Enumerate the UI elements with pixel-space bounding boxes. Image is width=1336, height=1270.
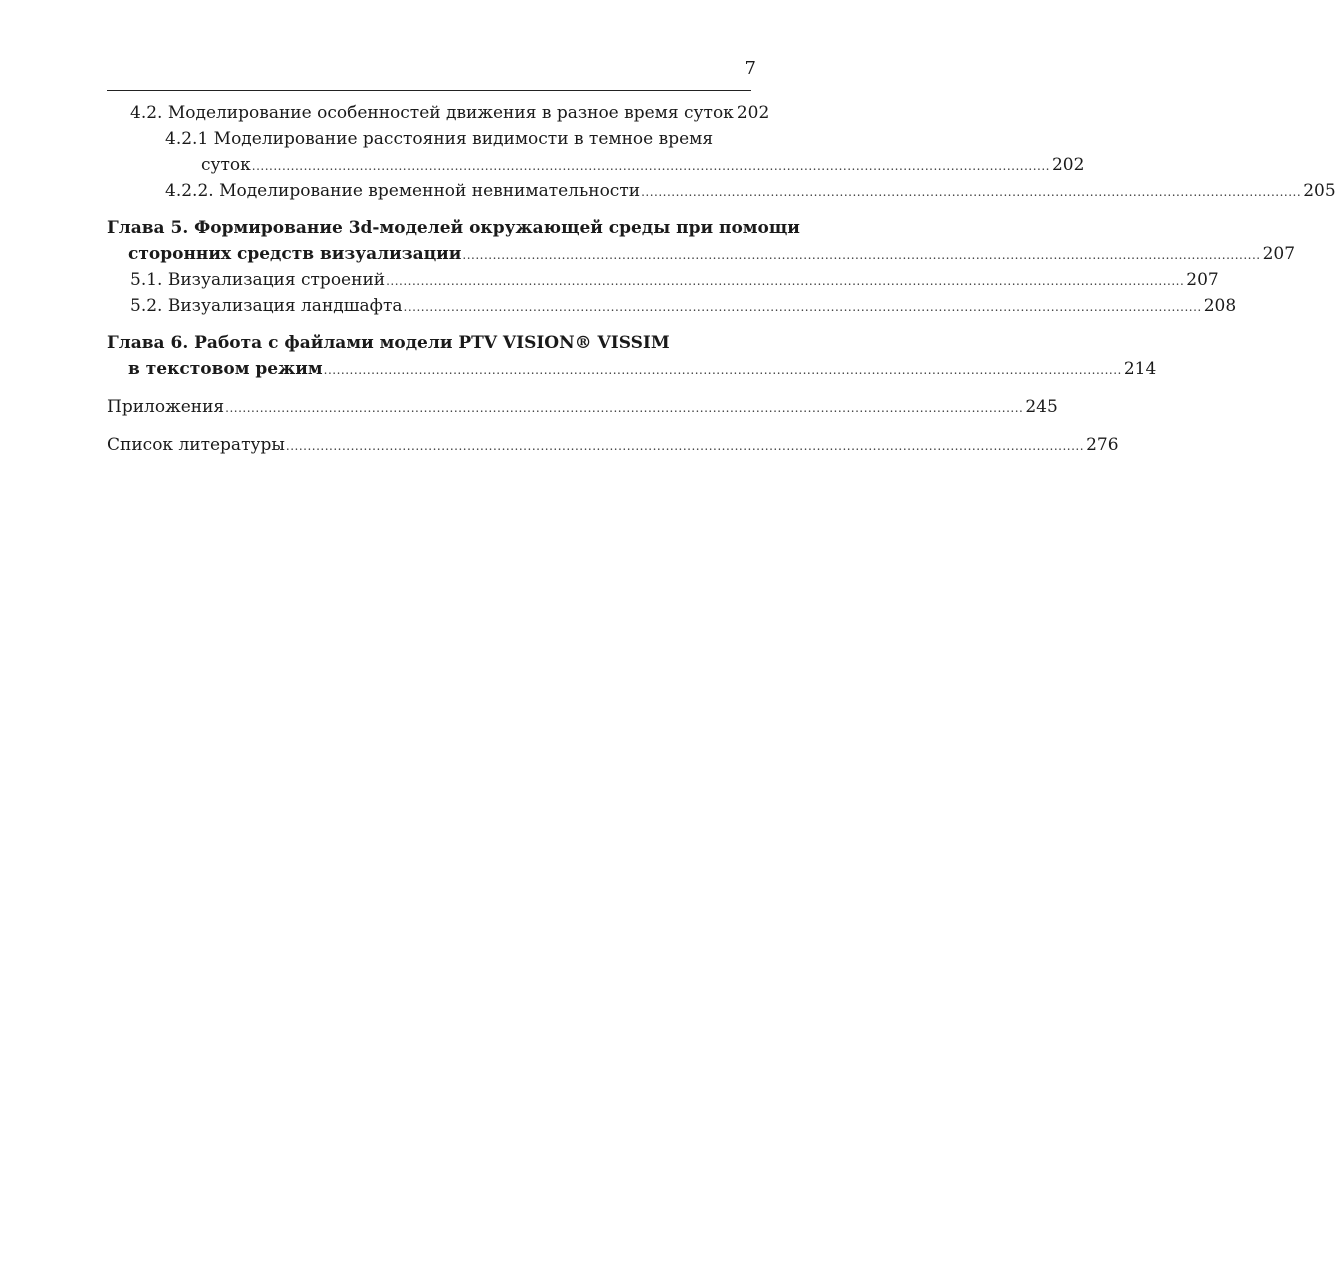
toc-entry-title: 5.1. Визуализация строений: [130, 270, 386, 290]
toc-chapter-title-line1: Глава 6. Работа с файлами модели PTV VISION® VISSIM: [107, 333, 670, 353]
toc-entry-title-line2: суток: [201, 155, 251, 175]
toc-entry-title: 4.2. Моделирование особенностей движения в разное время суток: [130, 103, 734, 123]
toc-chapter-title-line2: в текстовом режим: [128, 359, 323, 379]
toc-entry-chapter-5[interactable]: [107, 215, 1296, 267]
toc-entry-title: Список литературы: [107, 435, 285, 455]
toc-entry-chapter-6[interactable]: [107, 330, 1157, 382]
toc-entry-title-line1: 4.2.1 Моделирование расстояния видимости в темное время: [165, 129, 714, 149]
toc-entry-page: 202: [1051, 155, 1085, 175]
toc-entry-page: 207: [1186, 270, 1219, 290]
toc-entry-page: 276: [1086, 435, 1119, 455]
toc-entry-5-2[interactable]: [130, 293, 1237, 319]
toc-entry-page: 245: [1025, 397, 1058, 417]
toc-entry-4-2[interactable]: [130, 100, 770, 126]
dot-leader: .........................................................................................................................................................................................: [251, 159, 1050, 173]
page-number: 7: [744, 58, 756, 79]
dot-leader: .........................................................................................................................................................: [641, 185, 1302, 199]
toc-entry-4-2-1[interactable]: [165, 126, 1085, 178]
toc-chapter-title-line1: Глава 5. Формирование 3d-моделей окружающей среды при помощи: [107, 218, 800, 238]
toc-entry-page: 207: [1262, 244, 1296, 264]
dot-leader: .........................................................................................................................................................................................: [462, 248, 1261, 262]
toc-entry-page: 208: [1203, 296, 1237, 316]
toc-entry-page: 202: [736, 103, 770, 123]
toc-chapter-title-line2: сторонних средств визуализации: [128, 244, 462, 264]
toc-entry-appendices[interactable]: [107, 394, 1058, 420]
header-rule: [107, 90, 751, 91]
toc-entry-4-2-2[interactable]: [165, 178, 1336, 204]
dot-leader: .........................................................................................................................................................................................: [403, 300, 1202, 314]
toc-entry-5-1[interactable]: [130, 267, 1219, 293]
dot-leader: .........................................................................................................................................................................................: [386, 274, 1185, 288]
toc-entry-page: 205: [1303, 181, 1336, 201]
dot-leader: .........................................................................................................................................................................................: [323, 363, 1122, 377]
toc-entry-title: Приложения: [107, 397, 225, 417]
toc-entry-references[interactable]: [107, 432, 1119, 458]
toc-entry-title: 5.2. Визуализация ландшафта: [130, 296, 403, 316]
toc-entry-page: 214: [1123, 359, 1157, 379]
dot-leader: .........................................................................................................................................................................................: [225, 401, 1024, 415]
dot-leader: .........................................................................................................................................................................................: [285, 439, 1085, 453]
toc-entry-title: 4.2.2. Моделирование временной невнимательности: [165, 181, 641, 201]
